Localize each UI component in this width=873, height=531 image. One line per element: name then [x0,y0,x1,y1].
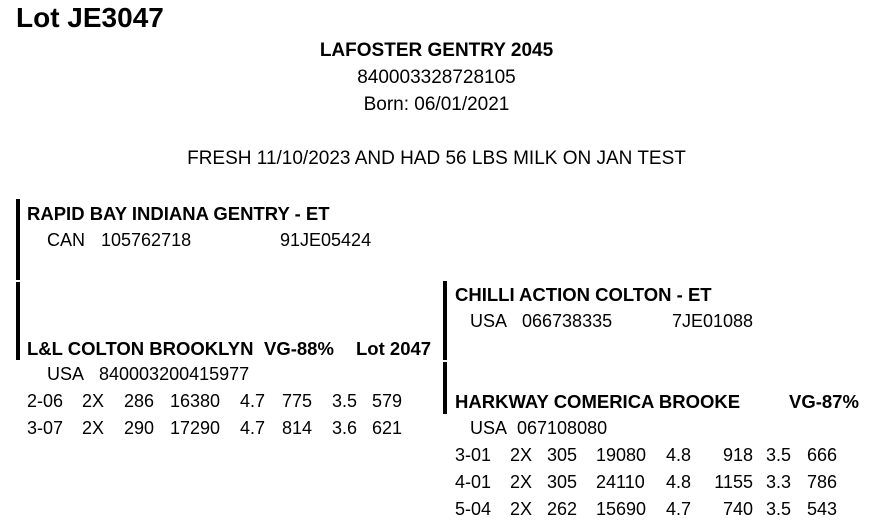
record-protein-pct: 3.5 [332,391,358,411]
dam-sire-country: USA [470,311,508,331]
record-milking: 2X [82,418,105,438]
record-milk: 15690 [596,499,647,519]
granddam-bracket-line [443,362,447,414]
granddam-score: VG-87% [789,391,859,412]
granddam-country: USA [470,418,508,438]
dam-sire-bracket-line [443,281,447,360]
granddam-record-row [455,499,837,520]
dam-name: L&L COLTON BROOKLYN [27,338,254,359]
dam-sire-code: 7JE01088 [672,311,754,331]
animal-note: FRESH 11/10/2023 AND HAD 56 LBS MILK ON JAN TEST [187,148,686,169]
record-milk: 24110 [596,472,645,492]
lot-number: Lot JE3047 [16,2,164,33]
record-milking: 2X [82,391,105,411]
dam-sire-reg: 066738335 [522,311,613,331]
record-fat-pct: 4.7 [666,499,692,519]
record-days: 305 [547,472,578,492]
record-age: 4-01 [455,472,492,492]
record-fat-pct: 4.8 [666,445,692,465]
record-protein-pct: 3.3 [766,472,792,492]
record-days: 305 [547,445,578,465]
record-fat-pct: 4.8 [666,472,692,492]
dam-country: USA [47,364,85,384]
granddam-name: HARKWAY COMERICA BROOKE [455,391,741,412]
dam-reg: 840003200415977 [99,364,250,384]
sire-code: 91JE05424 [280,230,372,250]
record-protein-pct: 3.6 [332,418,358,438]
dam-sire-name: CHILLI ACTION COLTON - ET [455,284,712,305]
record-age: 5-04 [455,499,492,519]
granddam-record-row [455,445,837,466]
record-protein-lbs: 579 [372,391,403,411]
record-protein-lbs: 621 [372,418,403,438]
sire-country: CAN [47,230,86,250]
record-age: 2-06 [27,391,64,411]
record-age: 3-01 [455,445,492,465]
record-fat-lbs: 918 [722,445,753,465]
record-milk: 16380 [170,391,221,411]
sire-bracket-line [16,199,20,280]
record-milking: 2X [510,499,533,519]
record-fat-lbs: 1155 [714,472,753,492]
record-milking: 2X [510,445,533,465]
record-days: 262 [547,499,578,519]
record-days: 290 [124,418,155,438]
record-fat-pct: 4.7 [240,391,266,411]
record-protein-lbs: 543 [807,499,838,519]
sire-reg: 105762718 [101,230,192,250]
animal-id: 840003328728105 [357,67,516,88]
record-milk: 17290 [170,418,221,438]
record-fat-lbs: 775 [282,391,313,411]
dam-score: VG-88% [264,338,334,359]
dam-record-row [27,391,402,412]
record-milk: 19080 [596,445,647,465]
record-age: 3-07 [27,418,64,438]
record-fat-lbs: 740 [722,499,753,519]
record-fat-lbs: 814 [282,418,313,438]
granddam-reg: 067108080 [517,418,608,438]
animal-name: LAFOSTER GENTRY 2045 [319,40,554,61]
record-fat-pct: 4.7 [240,418,266,438]
record-protein-pct: 3.5 [766,499,792,519]
dam-record-row [27,418,402,439]
record-protein-lbs: 666 [807,445,838,465]
sire-name: RAPID BAY INDIANA GENTRY - ET [27,203,330,224]
record-milking: 2X [510,472,533,492]
dam-lot: Lot 2047 [356,338,432,359]
granddam-record-row [455,472,837,493]
animal-born: Born: 06/01/2021 [363,94,510,115]
record-days: 286 [124,391,155,411]
record-protein-pct: 3.5 [766,445,792,465]
record-protein-lbs: 786 [807,472,838,492]
dam-bracket-line [16,282,20,360]
